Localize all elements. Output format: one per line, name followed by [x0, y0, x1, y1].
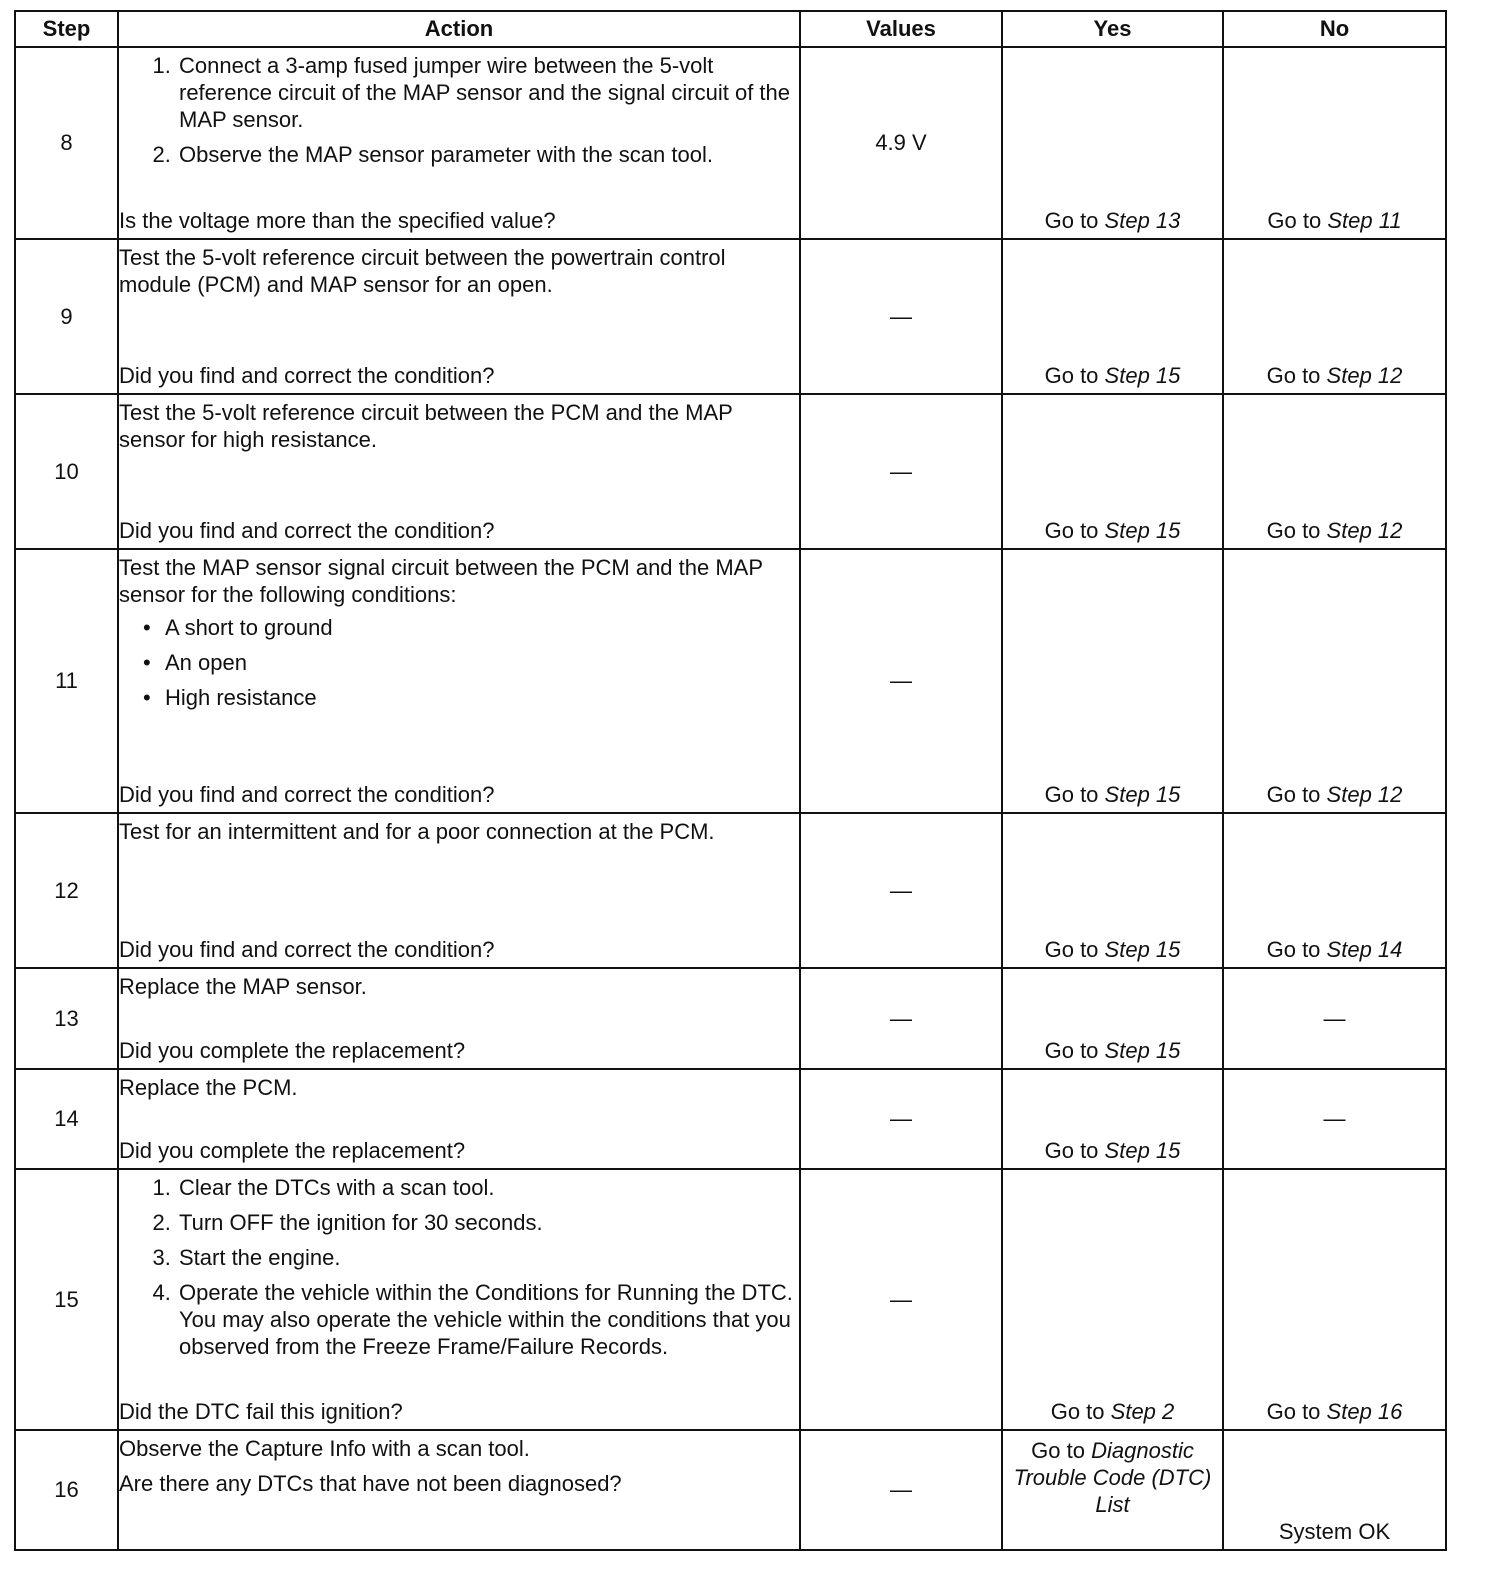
goto-label: Go to — [1044, 518, 1099, 543]
value-cell: — — [800, 549, 1002, 813]
value-cell: — — [800, 1430, 1002, 1550]
goto-label: Go to — [1266, 782, 1321, 807]
yes-goto[interactable] — [1003, 1037, 1222, 1064]
step-number: 11 — [15, 549, 118, 813]
goto-target: Step 11 — [1327, 208, 1402, 233]
yes-cell — [1002, 1169, 1223, 1430]
goto-label: Go to — [1266, 363, 1321, 388]
goto-label: Go to — [1031, 1438, 1085, 1463]
goto-target: Step 12 — [1326, 363, 1403, 388]
yes-goto[interactable] — [1003, 781, 1222, 808]
action-question: Did the DTC fail this ignition? — [119, 1399, 403, 1424]
header-step: Step — [15, 11, 118, 47]
goto-target: Step 14 — [1326, 937, 1403, 962]
list-item: 3. Start the engine. — [177, 1244, 799, 1271]
step-number: 12 — [15, 813, 118, 968]
action-text: Observe the Capture Info with a scan tool. — [119, 1436, 530, 1461]
action-text: Test the 5-volt reference circuit between the PCM and the MAP sensor for high resistance. — [119, 400, 733, 452]
no-cell — [1223, 47, 1446, 239]
no-goto[interactable] — [1224, 362, 1445, 389]
value-cell: 4.9 V — [800, 47, 1002, 239]
goto-label: Go to — [1266, 1399, 1321, 1424]
action-question: Did you find and correct the condition? — [119, 782, 495, 807]
step-number: 13 — [15, 968, 118, 1069]
goto-target: Step 15 — [1104, 1138, 1181, 1163]
system-ok-text: System OK — [1278, 1519, 1391, 1544]
goto-target: Step 15 — [1104, 937, 1181, 962]
goto-target: Step 2 — [1110, 1399, 1175, 1424]
table-row-step-10 — [15, 394, 1446, 549]
action-text: Test the 5-volt reference circuit between the powertrain control module (PCM) and MAP sensor for an open. — [119, 245, 726, 297]
action-cell — [118, 47, 800, 239]
list-item: 4. Operate the vehicle within the Conditions for Running the DTC. You may also operate the vehicle within the conditions that you observed from the Freeze Frame/Failure Records. — [177, 1279, 799, 1360]
action-text: Replace the PCM. — [119, 1075, 298, 1100]
goto-target: Step 16 — [1326, 1399, 1403, 1424]
yes-goto[interactable] — [1003, 1437, 1222, 1518]
action-question: Did you find and correct the condition? — [119, 518, 495, 543]
step-number: 8 — [15, 47, 118, 239]
goto-label: Go to — [1044, 782, 1099, 807]
no-goto[interactable] — [1224, 1398, 1445, 1425]
action-question: Did you find and correct the condition? — [119, 937, 495, 962]
list-item: • A short to ground — [165, 614, 799, 641]
yes-cell — [1002, 47, 1223, 239]
yes-goto[interactable] — [1003, 517, 1222, 544]
table-row-step-11 — [15, 549, 1446, 813]
no-goto[interactable] — [1224, 517, 1445, 544]
goto-label: Go to — [1266, 937, 1321, 962]
action-steps — [119, 52, 799, 172]
step-number: 9 — [15, 239, 118, 394]
step-number: 10 — [15, 394, 118, 549]
step-number: 14 — [15, 1069, 118, 1169]
value-cell: — — [800, 1169, 1002, 1430]
goto-target: Step 15 — [1104, 518, 1181, 543]
list-item: 2. Observe the MAP sensor parameter with the scan tool. — [177, 141, 799, 168]
no-cell: — — [1223, 968, 1446, 1069]
goto-target: Step 15 — [1104, 1038, 1181, 1063]
yes-cell — [1002, 549, 1223, 813]
yes-cell — [1002, 1069, 1223, 1169]
step-number: 15 — [15, 1169, 118, 1430]
value-cell: — — [800, 1069, 1002, 1169]
value-cell: — — [800, 394, 1002, 549]
no-cell — [1223, 239, 1446, 394]
action-question: Did you complete the replacement? — [119, 1038, 466, 1063]
table-row-step-13 — [15, 968, 1446, 1069]
action-cell — [118, 968, 800, 1069]
header-row — [15, 11, 1446, 47]
no-goto[interactable] — [1224, 936, 1445, 963]
list-item: • An open — [165, 649, 799, 676]
goto-label: Go to — [1044, 363, 1099, 388]
goto-label: Go to — [1044, 208, 1099, 233]
action-cell — [118, 813, 800, 968]
no-cell — [1223, 1169, 1446, 1430]
table-row-step-12 — [15, 813, 1446, 968]
yes-goto[interactable] — [1003, 936, 1222, 963]
table-row-step-15 — [15, 1169, 1446, 1430]
step-number: 16 — [15, 1430, 118, 1550]
no-cell — [1223, 813, 1446, 968]
yes-goto[interactable] — [1003, 1398, 1222, 1425]
yes-goto[interactable] — [1003, 1137, 1222, 1164]
action-cell — [118, 394, 800, 549]
action-text: Test the MAP sensor signal circuit between the PCM and the MAP sensor for the following conditions: — [119, 555, 763, 607]
yes-cell — [1002, 1430, 1223, 1550]
yes-goto[interactable] — [1003, 207, 1222, 234]
table-row-step-14 — [15, 1069, 1446, 1169]
value-cell: — — [800, 968, 1002, 1069]
list-item: 1. Clear the DTCs with a scan tool. — [177, 1174, 799, 1201]
yes-cell — [1002, 394, 1223, 549]
goto-target: Step 15 — [1104, 363, 1181, 388]
goto-target: Step 15 — [1104, 782, 1181, 807]
action-question: Did you find and correct the condition? — [119, 363, 495, 388]
header-values: Values — [800, 11, 1002, 47]
action-text: Replace the MAP sensor. — [119, 974, 367, 999]
no-goto[interactable] — [1224, 207, 1445, 234]
yes-cell — [1002, 813, 1223, 968]
action-cell — [118, 239, 800, 394]
goto-target: Step 13 — [1104, 208, 1181, 233]
header-no: No — [1223, 11, 1446, 47]
action-steps — [119, 1174, 799, 1364]
goto-label: Go to — [1044, 1038, 1099, 1063]
goto-label: Go to — [1044, 1138, 1099, 1163]
yes-goto[interactable] — [1003, 362, 1222, 389]
action-question: Did you complete the replacement? — [119, 1138, 466, 1163]
value-cell: — — [800, 239, 1002, 394]
list-item: 2. Turn OFF the ignition for 30 seconds. — [177, 1209, 799, 1236]
action-question: Is the voltage more than the specified value? — [119, 208, 556, 233]
action-cell — [118, 1069, 800, 1169]
no-goto[interactable] — [1224, 781, 1445, 808]
table-row-step-8 — [15, 47, 1446, 239]
goto-label: Go to — [1050, 1399, 1105, 1424]
goto-target: Step 12 — [1326, 782, 1403, 807]
no-cell — [1223, 1430, 1446, 1550]
action-text: Test for an intermittent and for a poor connection at the PCM. — [119, 819, 715, 844]
condition-list — [119, 614, 799, 711]
table-row-step-9 — [15, 239, 1446, 394]
action-cell — [118, 549, 800, 813]
list-item: • High resistance — [165, 684, 799, 711]
no-cell — [1223, 394, 1446, 549]
goto-label: Go to — [1266, 518, 1321, 543]
value-cell: — — [800, 813, 1002, 968]
list-item: 1. Connect a 3-amp fused jumper wire between the 5-volt reference circuit of the MAP sensor and the signal circuit of the MAP sensor. — [177, 52, 799, 133]
yes-cell — [1002, 239, 1223, 394]
action-question: Are there any DTCs that have not been diagnosed? — [119, 1471, 622, 1496]
action-cell — [118, 1430, 800, 1550]
no-cell: — — [1223, 1069, 1446, 1169]
action-cell — [118, 1169, 800, 1430]
table-row-step-16 — [15, 1430, 1446, 1550]
goto-label: Go to — [1267, 208, 1322, 233]
header-yes: Yes — [1002, 11, 1223, 47]
goto-target: Step 12 — [1326, 518, 1403, 543]
goto-label: Go to — [1044, 937, 1099, 962]
yes-cell — [1002, 968, 1223, 1069]
diagnostic-table — [14, 10, 1447, 1551]
goto-target: Diagnostic Trouble Code (DTC) List — [1013, 1438, 1212, 1517]
header-action: Action — [118, 11, 800, 47]
no-cell — [1223, 549, 1446, 813]
